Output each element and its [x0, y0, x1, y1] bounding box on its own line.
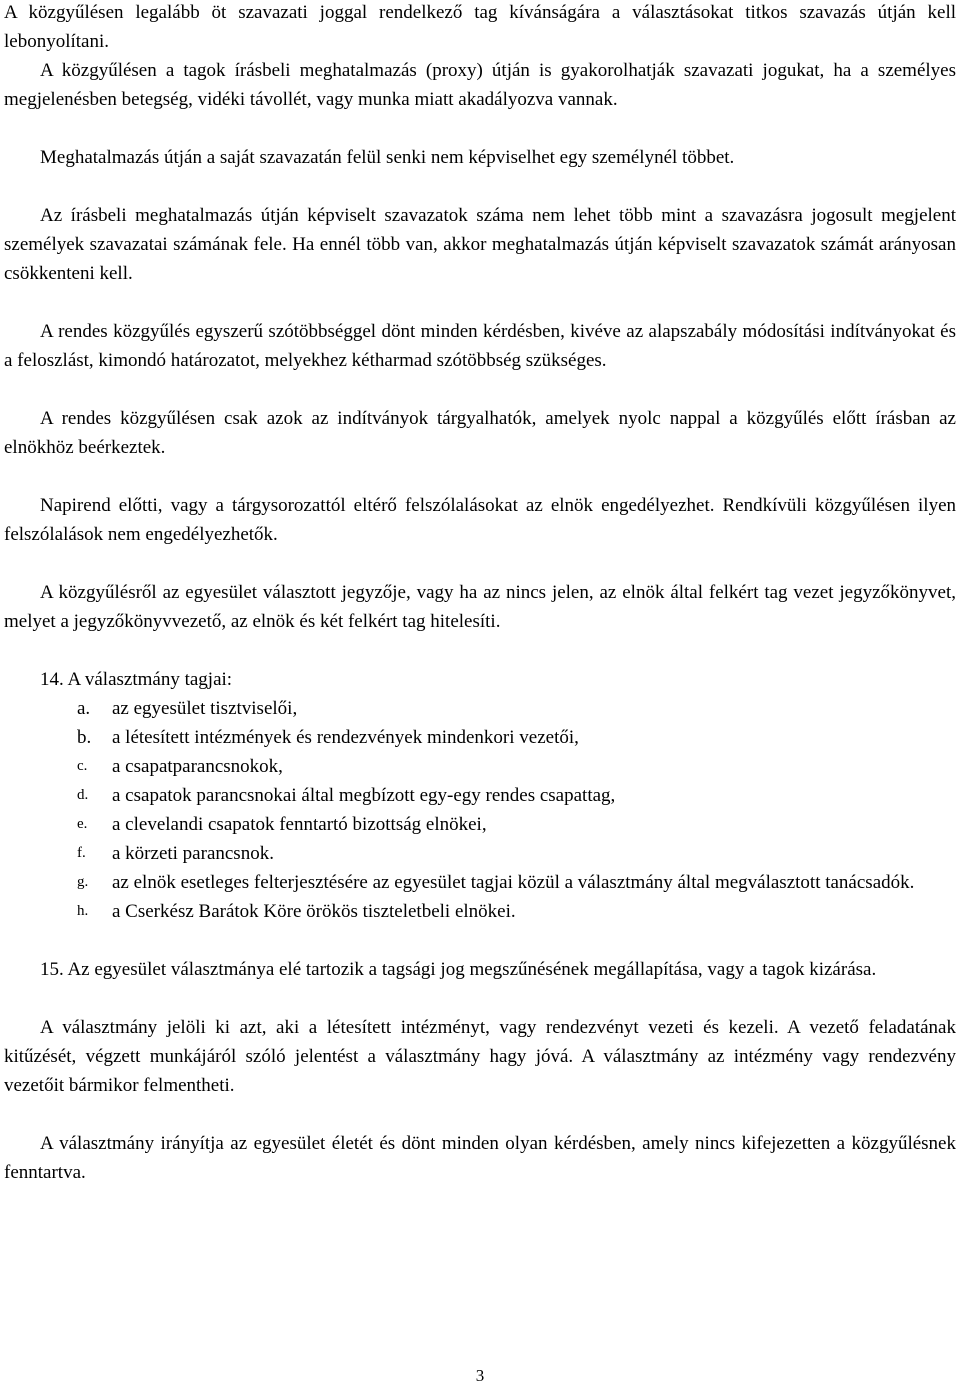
list-item-text: a létesített intézmények és rendezvények mindenkori vezetői,	[112, 727, 579, 748]
list-item-text: a clevelandi csapatok fenntartó bizottság elnökei,	[112, 814, 487, 835]
list-marker: a.	[77, 698, 91, 719]
list-marker: c.	[77, 758, 88, 774]
list-item	[4, 868, 956, 897]
list-item-text: a csapatparancsnokok,	[112, 756, 283, 777]
paragraph-proxy-count: Az írásbeli meghatalmazás útján képviselt szavazatok száma nem lehet több mint a szavazásra jogosult megjelent személyek szavazatai számának fele. Ha ennél több van, akkor meghatalmazás útján képviselt szavazatok számát arányosan csökkenteni kell.	[4, 205, 956, 284]
list-marker: f.	[77, 845, 86, 861]
list-marker: e.	[77, 816, 88, 832]
paragraph-secret-ballot: A közgyűlésen legalább öt szavazati joggal rendelkező tag kívánságára a választásokat titkos szavazás útján kell lebonyolítani.	[4, 2, 956, 52]
paragraph-majority: A rendes közgyűlés egyszerű szótöbbséggel dönt minden kérdésben, kivéve az alapszabály módosítási indítványokat és a feloszlást, kimondó határozatot, melyekhez kétharmad szótöbbség szükséges.	[4, 321, 956, 371]
list-marker: g.	[77, 874, 89, 890]
list-marker: d.	[77, 787, 89, 803]
paragraph-board-appoints: A választmány jelöli ki azt, aki a létesített intézményt, vagy rendezvényt vezeti és kezeli. A vezető feladatának kitűzését, végzett munkájáról szóló jelentést a választmány hagy jóvá. A választmány az intézmény vagy rendezvény vezetőit bármikor felmentheti.	[4, 1017, 956, 1096]
list-marker: b.	[77, 727, 92, 748]
list-item	[4, 839, 956, 868]
list-item-text: a Cserkész Barátok Köre örökös tiszteletbeli elnökei.	[112, 901, 516, 922]
list-item	[4, 723, 956, 752]
list-item	[4, 781, 956, 810]
board-members-list	[4, 694, 956, 926]
list-marker: h.	[77, 903, 89, 919]
list-item-text: a körzeti parancsnok.	[112, 843, 274, 864]
list-item-text: az elnök esetleges felterjesztésére az egyesület tagjai közül a választmány által megválasztott tanácsadók.	[112, 872, 915, 893]
paragraph-motions: A rendes közgyűlésen csak azok az indítványok tárgyalhatók, amelyek nyolc nappal a közgyűlés előtt írásban az elnökhöz beérkeztek.	[4, 408, 956, 458]
page-number: 3	[475, 1366, 485, 1385]
paragraph-agenda: Napirend előtti, vagy a tárgysorozattól eltérő felszólalásokat az elnök engedélyezhet. Rendkívüli közgyűlésen ilyen felszólalások nem engedélyezhetők.	[4, 495, 956, 545]
list-item	[4, 694, 956, 723]
section-14-title: 14. A választmány tagjai:	[40, 669, 233, 690]
list-item	[4, 810, 956, 839]
section-14	[4, 665, 956, 926]
paragraph-proxy-limit: Meghatalmazás útján a saját szavazatán felül senki nem képviselhet egy személynél többet.	[40, 147, 735, 168]
list-item	[4, 897, 956, 926]
list-item-text: az egyesület tisztviselői,	[112, 698, 298, 719]
list-item-text: a csapatok parancsnokai által megbízott egy-egy rendes csapattag,	[112, 785, 616, 806]
paragraph-section-15: 15. Az egyesület választmánya elé tartozik a tagsági jog megszűnésének megállapítása, vagy a tagok kizárása.	[40, 959, 877, 980]
paragraph-proxy-voting: A közgyűlésen a tagok írásbeli meghatalmazás (proxy) útján is gyakorolhatják szavazati jogukat, ha a személyes megjelenésben betegség, vidéki távollét, vagy munka miatt akadályozva vannak.	[4, 60, 956, 110]
list-item	[4, 752, 956, 781]
document-page	[4, 0, 956, 1187]
paragraph-board-directs: A választmány irányítja az egyesület életét és dönt minden olyan kérdésben, amely nincs kifejezetten a közgyűlésnek fenntartva.	[4, 1133, 956, 1183]
paragraph-minutes: A közgyűlésről az egyesület választott jegyzője, vagy ha az nincs jelen, az elnök által felkért tag vezet jegyzőkönyvet, melyet a jegyzőkönyvvezető, az elnök és két felkért tag hitelesíti.	[4, 582, 956, 632]
